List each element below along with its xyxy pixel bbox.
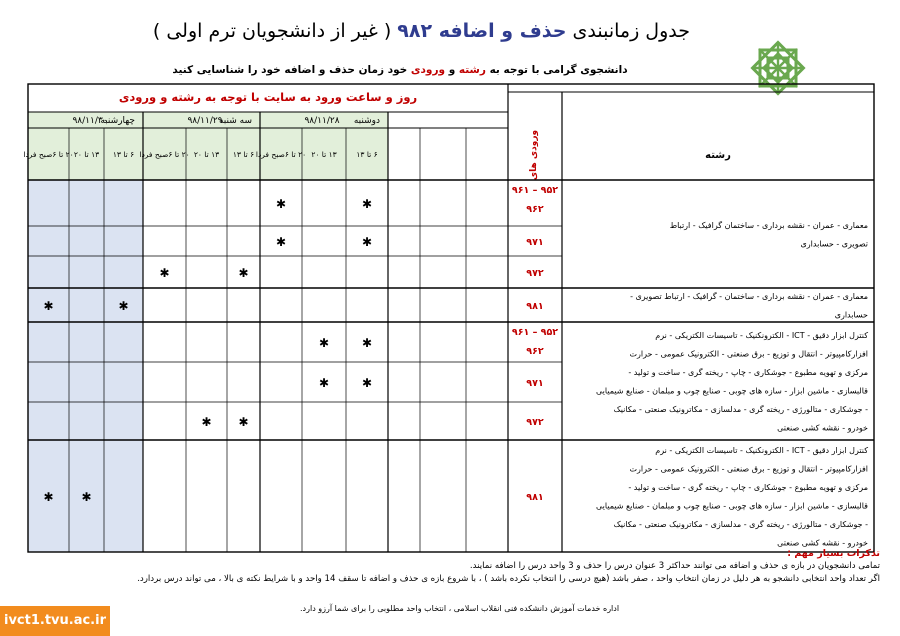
entry-column-header: ورودی های [529,129,539,181]
footer-message: اداره خدمات آموزش دانشکده فنی انقلاب اسلامی ، انتخاب واحد مطلوبی را برای شما آرزو دارد. [300,604,620,613]
day-date: ۹۸/۱۱/۳۰ [72,116,108,126]
time-slot-label: ۱۳ تا ۲۰ [73,150,100,159]
schedule-mark: ✱ [238,415,249,429]
schedule-mark: ✱ [361,376,373,390]
subtitle-part: و [448,64,456,76]
entry-label: ۹۷۱ [526,378,544,389]
title-highlight: حذف و اضافه ۹۸۲ [397,20,567,42]
major-text-line: افزارکامپیوتر - انتقال و توزیع - برق صنعتی - الکترونیک عمومی - حرارت [629,349,868,359]
major-text-line: قالبسازی - ماشین ابزار - سازه های چوبی - صنایع چوب و مبلمان - صنایع شیمیایی [596,386,868,396]
entry-label: ۹۶۲ [526,204,544,215]
title-suffix: ( غیر از دانشجویان ترم اولی ) [152,20,392,42]
entry-label: ۹۶۱ – ۹۵۲ [511,185,559,196]
entry-label: ۹۸۱ [526,492,544,503]
subtitle-keyword-major: رشته [458,64,486,76]
subtitle-part: دانشجوی گرامی با توجه به [489,64,628,76]
time-slot-label: ۶ تا ۱۳ [112,150,135,159]
entry-label: ۹۸۱ [526,301,544,312]
major-text-line: قالبسازی - ماشین ابزار - سازه های چوبی - صنایع چوب و مبلمان - صنایع شیمیایی [596,501,868,511]
schedule-mark: ✱ [318,336,330,350]
major-text-line: تصویری - حسابداری [800,239,868,249]
entry-label: ۹۷۲ [526,268,544,279]
major-text-line: معماری - عمران - نقشه برداری - ساختمان - گرافیک - ارتباط تصویری - [630,291,868,301]
site-url-badge[interactable]: ivct1.tvu.ac.ir [0,606,110,636]
schedule-mark: ✱ [275,197,287,211]
schedule-mark: ✱ [361,336,373,350]
day-column-fill [143,180,260,552]
schedule-mark: ✱ [318,376,330,390]
day-name: دوشنبه [353,116,380,126]
time-slot-label: ۱۳ تا ۲۰ [193,150,220,159]
major-text-line: حسابداری [834,310,868,320]
schedule-mark: ✱ [81,490,92,504]
major-text-line: مرکزی و تهویه مطبوع - جوشکاری - چاپ - ریخته گری - ساخت و تولید - [628,482,868,492]
time-slot-label: ۶ تا ۱۳ [232,150,255,159]
note-line: اگر تعداد واحد انتخابی دانشجو به هر دلیل در زمان انتخاب واحد ، صفر باشد (هیچ درسی را انتخاب نکرده باشد ) ، با شروع بازه ی حذف و اضافه تا سقف 14 واحد و با شرایط نکته ی بالا ، می تواند درس بردارد. [137,574,880,584]
entry-label: ۹۶۱ – ۹۵۲ [511,327,559,338]
title-prefix: جدول زمانبندی [572,20,690,42]
time-slot-label: ۲۰ تا ۶صبح فردا [255,150,307,159]
entry-label: ۹۷۱ [526,237,544,248]
notes-heading: تذکرات بسیار مهم : [787,548,880,559]
major-text-line: کنترل ابزار دقیق - ICT - الکترونکنیک - تاسیسات الکتریکی - نرم [655,330,868,340]
entry-label: ۹۶۲ [526,346,544,357]
day-name: چهارشنبه [100,116,135,126]
schedule-mark: ✱ [159,266,170,280]
major-text-line: خودرو - نقشه کشی صنعتی [777,423,868,433]
time-slot-label: ۲۰ تا ۶صبح فردا [139,150,190,159]
entry-label: ۹۷۲ [526,417,544,428]
schedule-mark: ✱ [201,415,212,429]
major-text-line: - جوشکاری - متالورژی - ریخته گری - مدلسازی - مکاترونیک صنعتی - مکانیک [613,404,868,414]
schedule-mark: ✱ [361,197,373,211]
day-name: سه شنبه [218,116,252,126]
major-text-line: معماری - عمران - نقشه برداری - ساختمان گرافیک - ارتباط [669,220,868,230]
schedule-mark: ✱ [361,235,373,249]
subtitle-keyword-entry: ورودی [410,64,446,76]
schedule-mark: ✱ [43,490,54,504]
day-date: ۹۸/۱۱/۲۹ [187,116,223,126]
table-banner: روز و ساعت ورود به سایت با توجه به رشته و ورودی [118,90,418,104]
schedule-mark: ✱ [275,235,287,249]
subtitle-part: خود زمان حذف و اضافه خود را شناسایی کنید [172,64,408,76]
major-column-header: رشته [705,150,731,161]
time-slot-label: ۶ تا ۱۳ [356,150,378,159]
major-text-line: مرکزی و تهویه مطبوع - جوشکاری - چاپ - ریخته گری - ساخت و تولید - [628,367,868,377]
time-slot-label: ۱۳ تا ۲۰ [311,150,337,159]
notes-block [110,547,880,586]
schedule-mark: ✱ [238,266,249,280]
day-date: ۹۸/۱۱/۲۸ [304,116,340,126]
note-line: تمامی دانشجویان در بازه ی حذف و اضافه می توانند حداکثر 3 عنوان درس را حذف و 3 واحد درس را اضافه نمایند. [469,561,880,571]
major-text-line: - جوشکاری - متالورژی - ریخته گری - مدلسازی - مکاترونیک صنعتی - مکانیک [613,519,868,529]
schedule-mark: ✱ [43,299,54,313]
major-text-line: کنترل ابزار دقیق - ICT - الکترونکنیک - تاسیسات الکتریکی - نرم [655,445,868,455]
major-text-line: خودرو - نقشه کشی صنعتی [777,538,868,548]
time-slot-label: ۲۰ تا ۶صبح فردا [23,150,74,159]
schedule-mark: ✱ [118,299,129,313]
major-text-line: افزارکامپیوتر - انتقال و توزیع - برق صنعتی - الکترونیک عمومی - حرارت [629,464,868,474]
